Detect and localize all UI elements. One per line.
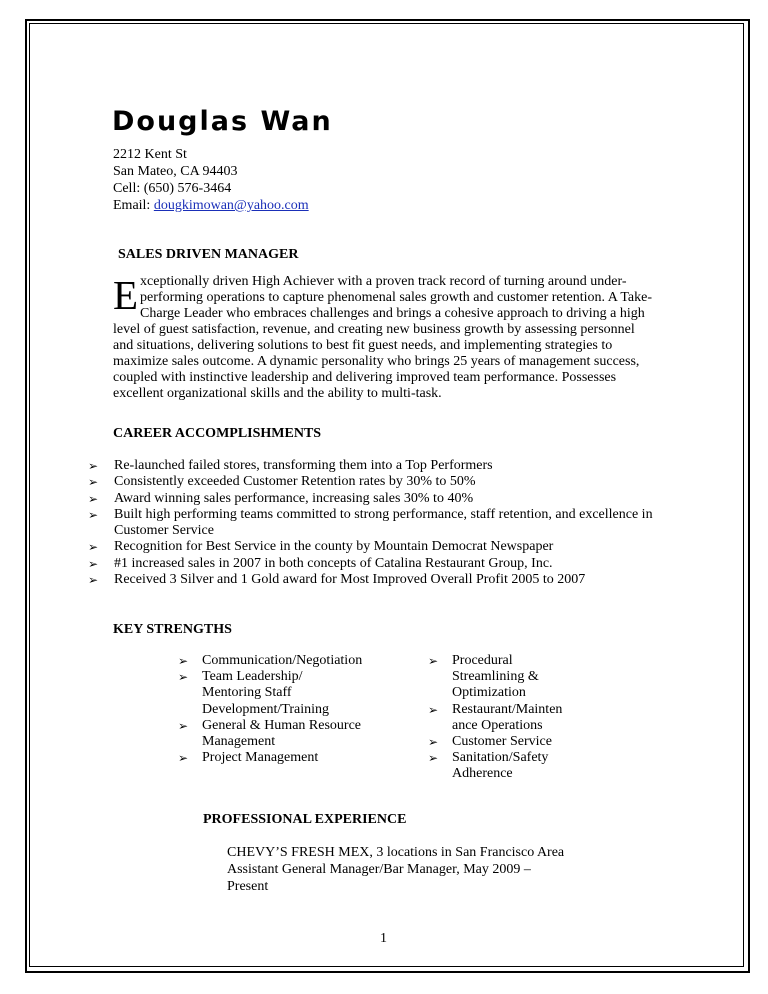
list-item-text: Team Leadership/ Mentoring Staff Development/Training: [202, 669, 330, 717]
arrow-bullet-icon: ➢: [88, 459, 99, 473]
arrow-bullet-icon: ➢: [178, 751, 189, 766]
arrow-bullet-icon: ➢: [88, 556, 99, 571]
arrow-bullet-icon: ➢: [178, 718, 189, 733]
summary-dropcap: E: [113, 272, 139, 318]
list-item-text: Recognition for Best Service in the county by Mountain Democrat Newspaper: [114, 539, 554, 555]
strengths-heading: KEY STRENGTHS: [113, 622, 232, 637]
list-item: [88, 507, 668, 540]
list-item: [88, 572, 668, 588]
list-item: [88, 474, 668, 490]
experience-heading: PROFESSIONAL EXPERIENCE: [203, 812, 407, 827]
list-item: [428, 653, 560, 702]
email-label: Email:: [113, 198, 154, 213]
list-item-text: Project Management: [202, 750, 319, 766]
list-item-text: Customer Service: [452, 734, 552, 750]
list-item: [88, 556, 668, 572]
accomplishments-list: [88, 458, 668, 588]
list-item-text: Award winning sales performance, increasing sales 30% to 40%: [114, 490, 474, 506]
list-item-text: #1 increased sales in 2007 in both concepts of Catalina Restaurant Group, Inc.: [114, 555, 553, 571]
list-item: [428, 734, 568, 750]
list-item-text: Re-launched failed stores, transforming them into a Top Performers: [114, 458, 493, 473]
list-item-text: Consistently exceeded Customer Retention rates by 30% to 50%: [114, 474, 476, 490]
address-line-2: San Mateo, CA 94403: [113, 164, 238, 179]
arrow-bullet-icon: ➢: [428, 654, 439, 668]
list-item-text: General & Human Resource Management: [202, 717, 361, 750]
experience-entry: [227, 844, 564, 895]
list-item-text: Restaurant/Mainten ance Operations: [452, 701, 563, 733]
experience-title: Assistant General Manager/Bar Manager, May 2009 –: [227, 862, 531, 877]
list-item-text: Sanitation/Safety Adherence: [452, 750, 549, 782]
arrow-bullet-icon: ➢: [428, 702, 439, 717]
summary-heading: SALES DRIVEN MANAGER: [118, 247, 299, 262]
list-item: [178, 718, 380, 750]
list-item: [178, 653, 378, 669]
candidate-name: Douglas Wan: [112, 106, 333, 137]
list-item: [88, 539, 668, 555]
arrow-bullet-icon: ➢: [428, 751, 439, 766]
list-item-text: Built high performing teams committed to strong performance, staff retention, and excellence in Customer Service: [114, 506, 653, 539]
address-line-1: 2212 Kent St: [113, 147, 187, 162]
arrow-bullet-icon: ➢: [88, 540, 99, 555]
list-item: [428, 702, 566, 734]
list-item: [88, 458, 668, 474]
cell-phone: Cell: (650) 576-3464: [113, 181, 232, 196]
email-line: [113, 197, 309, 214]
summary-paragraph: [113, 274, 658, 402]
arrow-bullet-icon: ➢: [178, 670, 189, 685]
strengths-left-list: [178, 653, 378, 766]
list-item-text: Received 3 Silver and 1 Gold award for Most Improved Overall Profit 2005 to 2007: [114, 572, 586, 588]
page-number: 1: [380, 931, 387, 946]
summary-text: xceptionally driven High Achiever with a proven track record of turning around under-performing operations to capture phenomenal sales growth and customer retention. A Take-Charge Leader who embraces challenges and brings a cohesive approach to driving a high level of guest satisfaction, revenue, and creating new business growth by assessing personnel and situations, delivering solutions to best fit guest needs, and implementing strategies to maximize sales outcome. A dynamic personality who brings 25 years of management success, coupled with instinctive leadership and delivering improved team performance. Possesses excellent organizational skills and the ability to multi-task.: [113, 274, 652, 401]
list-item: [178, 669, 330, 718]
arrow-bullet-icon: ➢: [88, 573, 99, 588]
arrow-bullet-icon: ➢: [88, 491, 99, 506]
arrow-bullet-icon: ➢: [88, 475, 99, 490]
arrow-bullet-icon: ➢: [178, 654, 189, 668]
list-item: [428, 750, 552, 782]
email-link[interactable]: dougkimowan@yahoo.com: [153, 198, 309, 213]
arrow-bullet-icon: ➢: [428, 735, 439, 750]
list-item-text: Communication/Negotiation: [202, 653, 363, 668]
experience-company: CHEVY’S FRESH MEX, 3 locations in San Francisco Area: [227, 845, 565, 860]
experience-period: Present: [227, 879, 269, 894]
arrow-bullet-icon: ➢: [88, 507, 99, 522]
list-item: [88, 491, 668, 507]
contact-block: [113, 146, 309, 214]
accomplishments-heading: CAREER ACCOMPLISHMENTS: [113, 426, 322, 441]
list-item: [178, 750, 378, 766]
list-item-text: Procedural Streamlining & Optimization: [452, 653, 539, 701]
strengths-right-list: [428, 653, 568, 783]
